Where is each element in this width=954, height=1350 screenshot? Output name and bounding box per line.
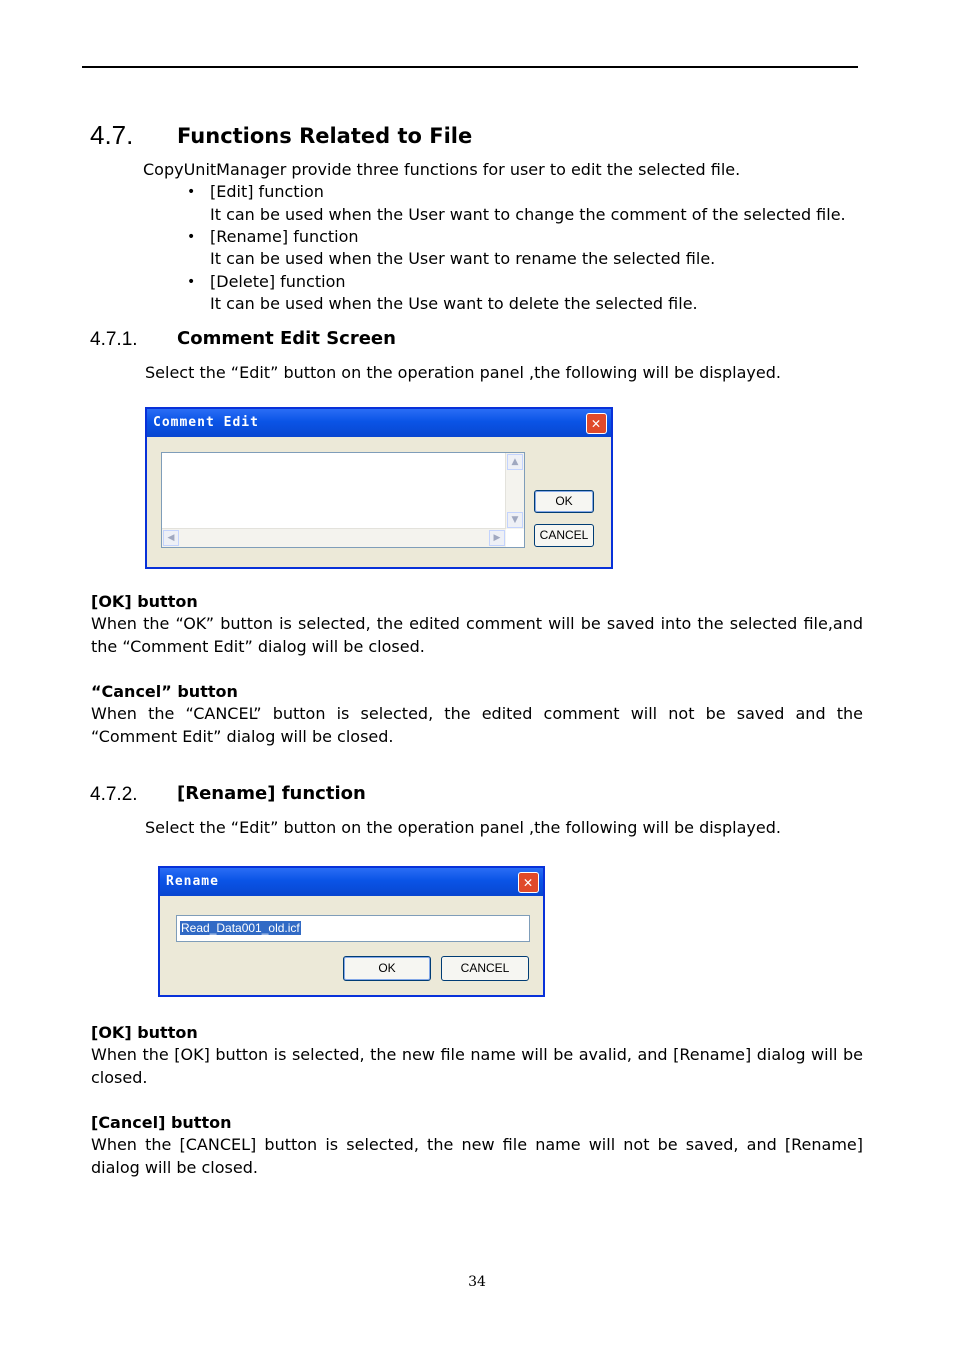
ok-heading: [OK] button	[91, 592, 198, 611]
filename-selected-text: Read_Data001_old.icf	[181, 921, 300, 935]
ok-button[interactable]: OK	[534, 490, 594, 513]
subsection-intro: Select the “Edit” button on the operation panel ,the following will be displayed.	[145, 818, 781, 837]
dialog-title: Comment Edit	[153, 415, 259, 430]
comment-textarea[interactable]	[161, 452, 525, 548]
bullet-title: [Edit] function	[210, 182, 324, 201]
subsection-intro: Select the “Edit” button on the operation panel ,the following will be displayed.	[145, 363, 781, 382]
page-number: 34	[468, 1274, 486, 1290]
subsection-title: Comment Edit Screen	[177, 328, 396, 349]
rename-dialog	[158, 866, 545, 997]
scroll-down-icon[interactable]: ▼	[507, 512, 523, 528]
vertical-scrollbar[interactable]	[505, 453, 524, 529]
subsection-number: 4.7.2.	[90, 784, 138, 805]
cancel-description: When the [CANCEL] button is selected, the new file name will not be saved, and [Rename] dialog will be closed.	[91, 1135, 863, 1177]
dialog-titlebar	[147, 409, 611, 437]
cancel-button[interactable]: CANCEL	[534, 524, 594, 547]
filename-input[interactable]	[176, 915, 530, 942]
dialog-title: Rename	[166, 874, 219, 889]
close-icon[interactable]: ✕	[518, 872, 539, 893]
cancel-description: When the “CANCEL” button is selected, the edited comment will not be saved and the “Comment Edit” dialog will be closed.	[91, 704, 863, 746]
dialog-titlebar	[160, 868, 543, 896]
bullet-title: [Delete] function	[210, 272, 346, 291]
close-icon[interactable]: ✕	[586, 413, 607, 434]
bullet-dot: •	[187, 274, 196, 290]
ok-heading: [OK] button	[91, 1023, 198, 1042]
ok-button[interactable]: OK	[343, 956, 431, 981]
cancel-button[interactable]: CANCEL	[441, 956, 529, 981]
section-title: Functions Related to File	[177, 124, 473, 148]
bullet-title: [Rename] function	[210, 227, 359, 246]
bullet-desc: It can be used when the User want to change the comment of the selected file.	[210, 205, 846, 224]
header-rule	[82, 66, 858, 68]
ok-description: When the [OK] button is selected, the new file name will be avalid, and [Rename] dialog will be closed.	[91, 1045, 863, 1087]
scroll-up-icon[interactable]: ▲	[507, 454, 523, 470]
subsection-number: 4.7.1.	[90, 329, 138, 350]
bullet-desc: It can be used when the User want to rename the selected file.	[210, 249, 716, 268]
bullet-dot: •	[187, 229, 196, 245]
scroll-right-icon[interactable]: ▶	[489, 530, 505, 546]
ok-description: When the “OK” button is selected, the edited comment will be saved into the selected file,and the “Comment Edit” dialog will be closed.	[91, 614, 863, 656]
comment-edit-dialog	[145, 407, 613, 569]
scroll-left-icon[interactable]: ◀	[163, 530, 179, 546]
horizontal-scrollbar[interactable]	[162, 528, 506, 547]
bullet-dot: •	[187, 184, 196, 200]
bullet-desc: It can be used when the Use want to delete the selected file.	[210, 294, 698, 313]
section-intro: CopyUnitManager provide three functions for user to edit the selected file.	[143, 160, 741, 179]
cancel-heading: “Cancel” button	[91, 682, 238, 701]
cancel-heading: [Cancel] button	[91, 1113, 232, 1132]
subsection-title: [Rename] function	[177, 783, 366, 804]
section-number: 4.7.	[90, 120, 134, 150]
